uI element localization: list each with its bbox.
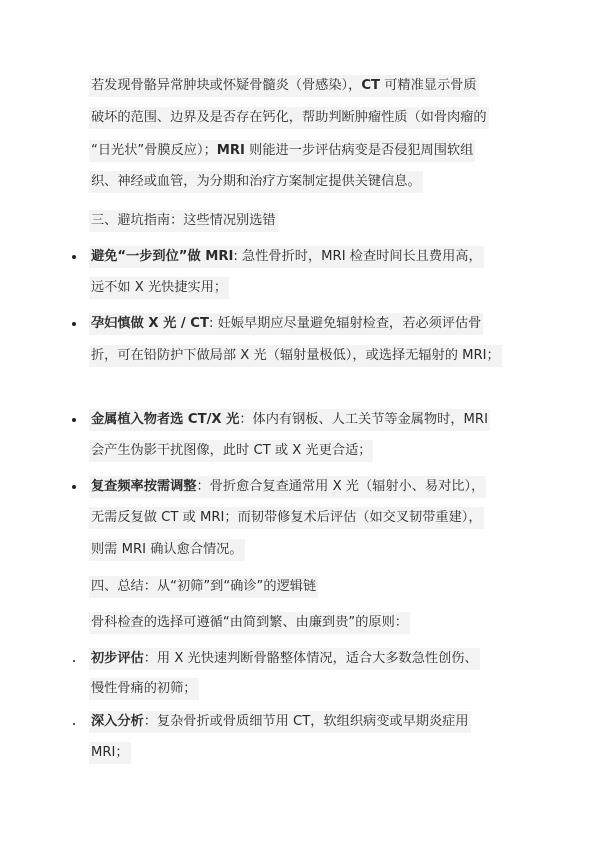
para1-text: 若发现骨骼异常肿块或怀疑骨髓炎（骨感染）， — [91, 78, 362, 93]
bullet-dot — [73, 660, 75, 662]
para1-line2: 破坏的范围、边界及是否存在钙化，帮助判断肿瘤性质（如骨肉瘤的 — [89, 107, 489, 129]
item-bold-label: 初步评估 — [91, 651, 144, 666]
item-text: : 妊娠早期应尽量避免辐射检查，若必须评估骨 — [208, 316, 482, 331]
section3-item1-line1 — [89, 246, 484, 268]
item-bold-label: 深入分析 — [91, 714, 144, 729]
section3-item2-line2: 折，可在铅防护下做局部 X 光（辐射量极低），或选择无辐射的 MRI； — [89, 345, 502, 367]
section3-item3-line2: 会产生伪影干扰图像，此时 CT 或 X 光更合适； — [89, 440, 373, 462]
section3-item4-line1 — [89, 476, 486, 498]
item-bold-label: 避免“一步到位”做 MRI — [91, 249, 234, 264]
section3-item3-line1 — [89, 409, 490, 431]
item-text: ：复杂骨折或骨质细节用 CT，软组织病变或早期炎症用 — [143, 714, 469, 729]
para1-ct-bold: CT — [361, 78, 381, 93]
item-bold-label: 复查频率按需调整 — [91, 479, 197, 494]
para1-text: 则能进一步评估病变是否侵犯周围软组 — [244, 143, 474, 158]
item-bold-label: 孕妇慎做 X 光 / CT — [91, 316, 209, 331]
item-text: ：体内有钢板、人工关节等金属物时，MRI — [239, 412, 488, 427]
section4-heading: 四、总结：从“初筛”到“确诊”的逻辑链 — [89, 576, 318, 598]
section4-item2-line1 — [89, 711, 471, 733]
section4-item1-line2: 慢性骨痛的初筛； — [89, 678, 199, 700]
bullet-dot — [72, 322, 76, 326]
para1-text: “日光状”骨膜反应）； — [91, 143, 217, 158]
section3-item2-line1 — [89, 313, 483, 335]
section4-item2-line2: MRI； — [89, 742, 131, 764]
para1-mri-bold: MRI — [216, 143, 245, 158]
bullet-dot — [72, 418, 76, 422]
section3-item1-line2: 远不如 X 光快捷实用； — [89, 277, 229, 299]
bullet-dot — [72, 485, 76, 489]
para1-text: 可精准显示骨质 — [380, 78, 477, 93]
para1-line4: 织、神经或血管，为分期和治疗方案制定提供关键信息。 — [89, 171, 423, 193]
item-text: : 急性骨折时，MRI 检查时间长且费用高， — [233, 249, 482, 264]
item-text: ：用 X 光快速判断骨骼整体情况，适合大多数急性创伤、 — [143, 651, 478, 666]
section3-item4-line3: 则需 MRI 确认愈合情况。 — [89, 539, 245, 561]
bullet-dot — [73, 723, 75, 725]
para1-line1 — [89, 75, 479, 97]
item-bold-label: 金属植入物者选 CT/X 光 — [91, 412, 240, 427]
para1-line3 — [89, 140, 475, 162]
item-text: ：骨折愈合复查通常用 X 光（辐射小、易对比）， — [196, 479, 485, 494]
section4-intro: 骨科检查的选择可遵循“由简到繁、由廉到贵”的原则： — [89, 612, 410, 634]
section3-item4-line2: 无需反复做 CT 或 MRI；而韧带修复术后评估（如交叉韧带重建）， — [89, 507, 484, 529]
bullet-dot — [72, 255, 76, 259]
section4-item1-line1 — [89, 648, 480, 670]
section3-heading: 三、避坑指南：这些情况别选错 — [89, 210, 278, 232]
